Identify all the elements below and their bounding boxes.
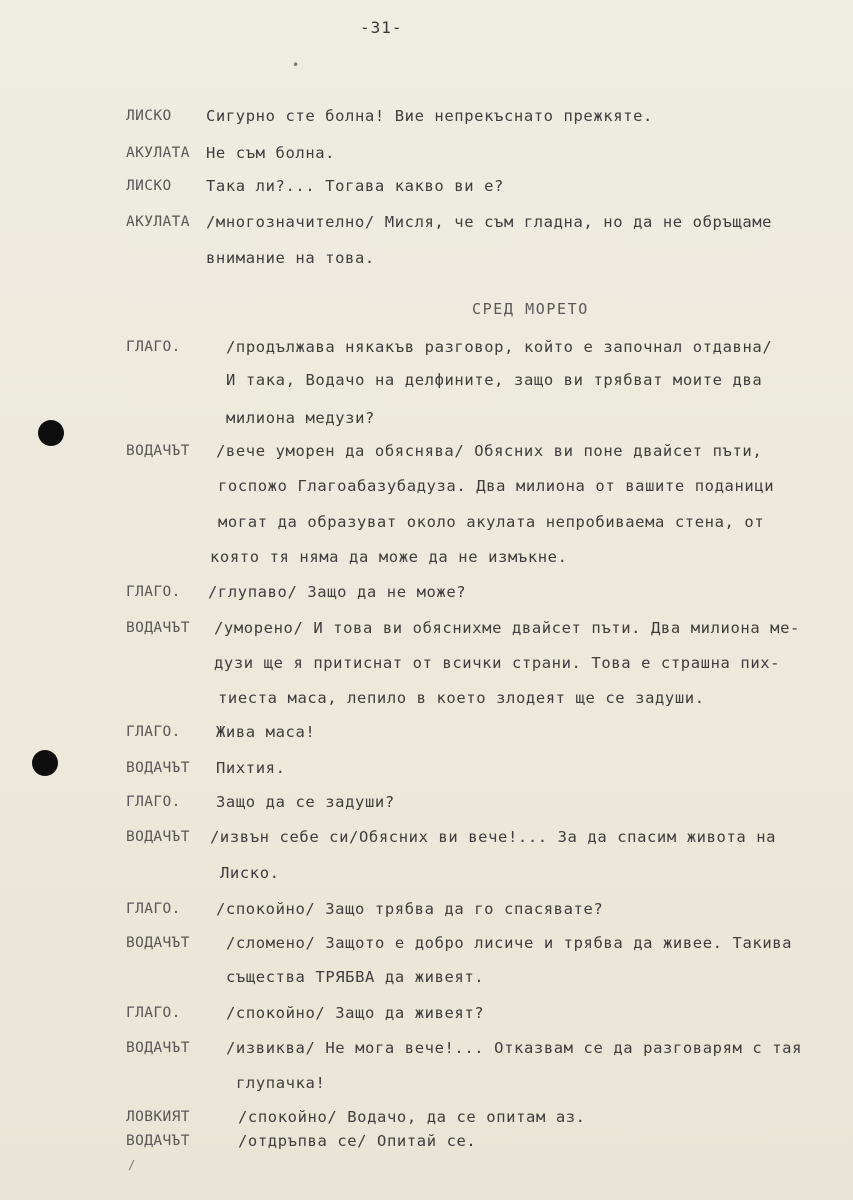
speaker-label: ВОДАЧЪТ: [126, 935, 190, 951]
dialogue-text: /глупаво/ Защо да не може?: [208, 583, 467, 601]
ink-mark: /: [128, 1158, 136, 1172]
dialogue-text: /отдръпва се/ Опитай се.: [238, 1132, 477, 1150]
dialogue-continuation: могат да образуват около акулата непробиваема стена, от: [218, 513, 765, 531]
speaker-label: АКУЛАТА: [126, 145, 190, 161]
dialogue-text: /многозначително/ Мисля, че съм гладна, но да не обръщаме: [206, 213, 773, 231]
dialogue-text: /извън себе си/Обясних ви вече!... За да спасим живота на: [210, 828, 777, 846]
dialogue-continuation: същества ТРЯБВА да живеят.: [226, 968, 485, 986]
scene-heading: СРЕД МОРЕТО: [472, 300, 589, 318]
speaker-label: ВОДАЧЪТ: [126, 1133, 190, 1149]
dialogue-text: /спокойно/ Водачо, да се опитам аз.: [238, 1108, 586, 1126]
dialogue-text: /уморено/ И това ви обяснихме двайсет пъти. Два милиона ме-: [214, 619, 800, 637]
page-number: -31-: [360, 18, 403, 37]
dialogue-continuation: глупачка!: [236, 1074, 326, 1092]
dialogue-text: /извиква/ Не мога вече!... Отказвам се да разговарям с тая: [226, 1039, 803, 1057]
dialogue-text: /сломено/ Защото е добро лисиче и трябва да живее. Такива: [226, 934, 793, 952]
dialogue-continuation: милиона медузи?: [226, 409, 375, 427]
speaker-label: ГЛАГО.: [126, 1005, 181, 1021]
dialogue-text: /вече уморен да обяснява/ Обясних ви поне двайсет пъти,: [216, 442, 763, 460]
speaker-label: ВОДАЧЪТ: [126, 829, 190, 845]
dialogue-text: Жива маса!: [216, 723, 316, 741]
speaker-label: ГЛАГО.: [126, 794, 181, 810]
dialogue-continuation: И така, Водачо на делфините, защо ви трябват моите два: [226, 371, 763, 389]
dialogue-continuation: внимание на това.: [206, 249, 375, 267]
dialogue-continuation: Лиско.: [220, 864, 280, 882]
dialogue-continuation: която тя няма да може да не измъкне.: [210, 548, 568, 566]
punch-hole: [38, 420, 64, 446]
dialogue-text: Сигурно сте болна! Вие непрекъснато прежкяте.: [206, 107, 653, 125]
dialogue-continuation: тиеста маса, лепило в което злодеят ще се задуши.: [218, 689, 705, 707]
speaker-label: ГЛАГО.: [126, 901, 181, 917]
dialogue-text: /продължава някакъв разговор, който е започнал отдавна/: [226, 338, 773, 356]
speaker-label: АКУЛАТА: [126, 214, 190, 230]
speaker-label: ЛИСКО: [126, 178, 172, 194]
speaker-label: ВОДАЧЪТ: [126, 620, 190, 636]
dialogue-text: Защо да се задуши?: [216, 793, 395, 811]
dialogue-text: /спокойно/ Защо да живеят?: [226, 1004, 485, 1022]
speaker-label: ЛИСКО: [126, 108, 172, 124]
dialogue-text: Така ли?... Тогава какво ви е?: [206, 177, 504, 195]
speaker-label: ГЛАГО.: [126, 584, 181, 600]
punch-hole: [32, 750, 58, 776]
dialogue-continuation: дузи ще я притиснат от всички страни. Това е страшна пих-: [214, 654, 781, 672]
speaker-label: ВОДАЧЪТ: [126, 760, 190, 776]
speaker-label: ВОДАЧЪТ: [126, 1040, 190, 1056]
dialogue-text: /спокойно/ Защо трябва да го спасявате?: [216, 900, 604, 918]
ink-speck: •: [292, 58, 300, 72]
speaker-label: ВОДАЧЪТ: [126, 443, 190, 459]
dialogue-text: Пихтия.: [216, 759, 286, 777]
speaker-label: ГЛАГО.: [126, 724, 181, 740]
speaker-label: ЛОВКИЯТ: [126, 1109, 190, 1125]
speaker-label: ГЛАГО.: [126, 339, 181, 355]
dialogue-text: Не съм болна.: [206, 144, 336, 162]
dialogue-continuation: госпожо Глагоабазубадуза. Два милиона от вашите поданици: [218, 477, 775, 495]
